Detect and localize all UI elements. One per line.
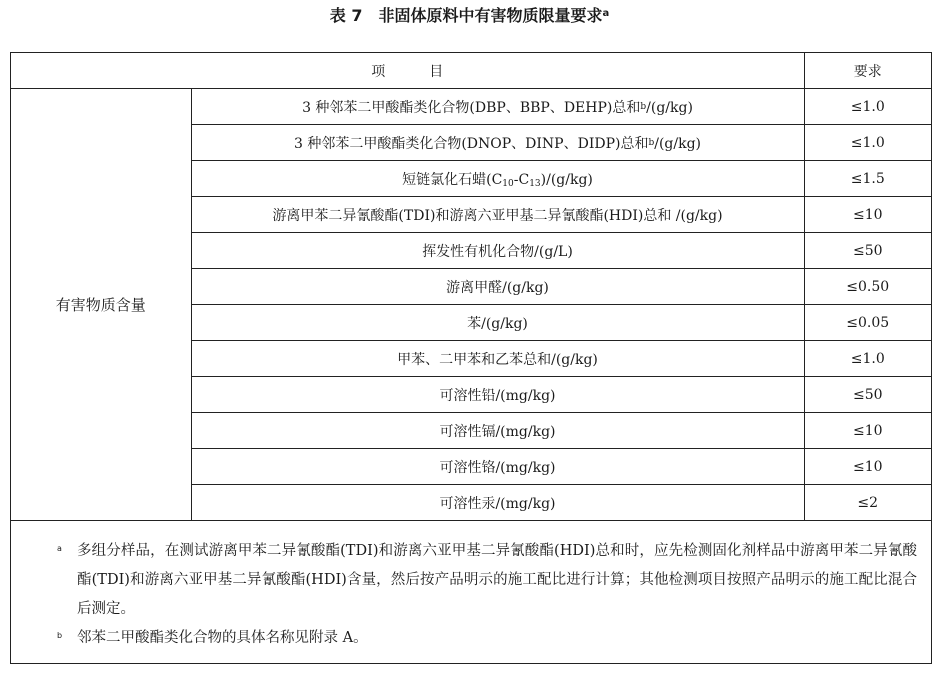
category-cell: 有害物质含量 <box>11 89 191 521</box>
limits-table <box>11 53 931 521</box>
requirement-cell: ≤1.0 <box>804 89 931 125</box>
item-cell: 挥发性有机化合物/(g/L) <box>191 233 804 269</box>
requirement-cell: ≤50 <box>804 377 931 413</box>
item-cell: 游离甲苯二异氰酸酯(TDI)和游离六亚甲基二异氰酸酯(HDI)总和 /(g/kg) <box>191 197 804 233</box>
requirement-cell: ≤0.50 <box>804 269 931 305</box>
item-cell: 可溶性铬/(mg/kg) <box>191 449 804 485</box>
item-cell: 可溶性镉/(mg/kg) <box>191 413 804 449</box>
requirement-cell: ≤1.0 <box>804 125 931 161</box>
requirement-cell: ≤50 <box>804 233 931 269</box>
footnote-a <box>11 537 931 624</box>
header-row <box>11 53 931 89</box>
requirement-cell: ≤0.05 <box>804 305 931 341</box>
footnote-a-mark: a <box>57 544 62 553</box>
item-cell: 苯/(g/kg) <box>191 305 804 341</box>
item-cell: 短链氯化石蜡$(C_{10}-C_{13})/(g/kg)$ <box>191 161 804 197</box>
requirement-cell: ≤10 <box>804 449 931 485</box>
item-cell: 可溶性汞/(mg/kg) <box>191 485 804 521</box>
requirement-cell: ≤2 <box>804 485 931 521</box>
requirement-cell: ≤10 <box>804 413 931 449</box>
caption-text: 表 7 非固体原料中有害物质限量要求 <box>329 6 603 25</box>
footnote-b-text: 邻苯二甲酸酯类化合物的具体名称见附录 A。 <box>77 630 368 646</box>
header-item <box>11 53 804 89</box>
requirement-cell: ≤10 <box>804 197 931 233</box>
footnote-a-text: 多组分样品，在测试游离甲苯二异氰酸酯(TDI)和游离六亚甲基二异氰酸酯(HDI)总和时，应先检测固化剂样品中游离甲苯二异氰酸酯(TDI)和游离六亚甲基二异氰酸酯(HDI)含量，然后按产品明示的施工配比进行计算；其他检测项目按照产品明示的施工配比混合后测定。 <box>77 543 917 617</box>
item-cell: 可溶性铅/(mg/kg) <box>191 377 804 413</box>
requirement-cell: ≤1.5 <box>804 161 931 197</box>
table-caption <box>0 6 939 26</box>
table-frame <box>10 52 932 664</box>
requirement-cell: ≤1.0 <box>804 341 931 377</box>
header-item-part2: 目 <box>429 63 444 80</box>
header-item-part1: 项 <box>371 63 386 80</box>
caption-footnote-mark: a <box>602 8 610 19</box>
footnote-b <box>11 624 931 653</box>
item-cell: 3 种邻苯二甲酸酯类化合物(DBP、BBP、DEHP)总和$^b$/(g/kg) <box>191 89 804 125</box>
table-row <box>11 89 931 125</box>
footnote-b-mark: b <box>57 631 63 640</box>
item-cell: 游离甲醛/(g/kg) <box>191 269 804 305</box>
item-cell: 3 种邻苯二甲酸酯类化合物(DNOP、DINP、DIDP)总和$^b$/(g/kg) <box>191 125 804 161</box>
item-cell: 甲苯、二甲苯和乙苯总和/(g/kg) <box>191 341 804 377</box>
header-requirement: 要求 <box>804 53 931 89</box>
table-notes <box>11 537 931 653</box>
